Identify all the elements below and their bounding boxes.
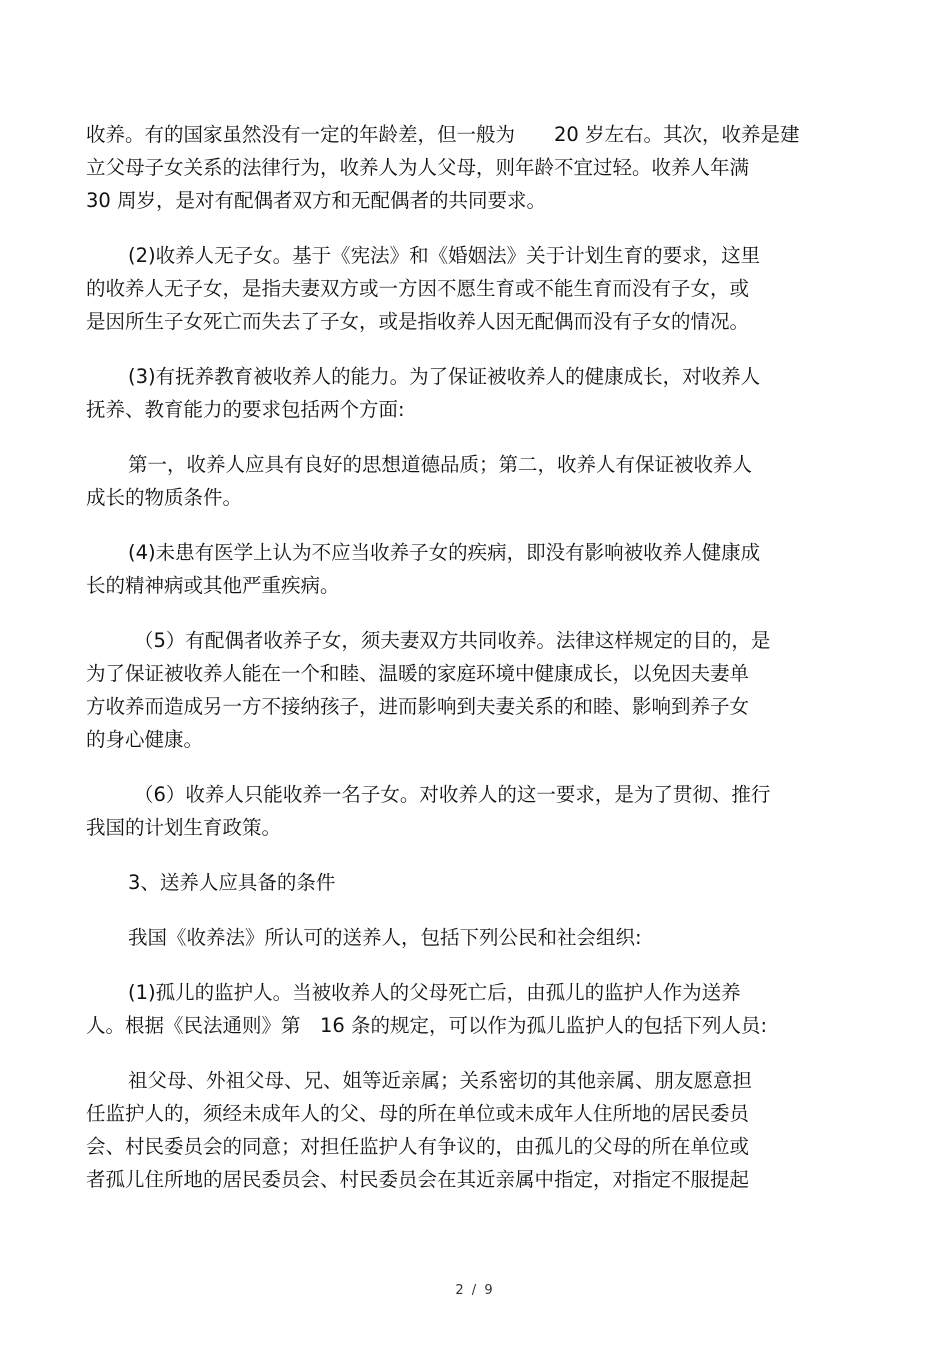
paragraph-guardian (86, 976, 846, 1042)
text-line: 我国的计划生育政策。 (86, 816, 282, 839)
paragraph-no-disease (86, 536, 846, 602)
paragraph-one-child (86, 778, 846, 844)
text-line: 任监护人的，须经未成年人的父、母的所在单位或未成年人住所地的居民委员 (86, 1102, 750, 1125)
paragraph-guardian-list (86, 1064, 846, 1196)
text-line: 的收养人无子女，是指夫妻双方或一方因不愿生育或不能生育而没有子女，或 (86, 277, 750, 300)
text-line: 者孤儿住所地的居民委员会、村民委员会在其近亲属中指定，对指定不服提起 (86, 1168, 750, 1191)
text-line: （6）收养人只能收养一名子女。对收养人的这一要求，是为了贯彻、推行 (134, 783, 771, 806)
text-line: 3、送养人应具备的条件 (128, 871, 336, 894)
text-line: (4)未患有医学上认为不应当收养子女的疾病，即没有影响被收养人健康成 (128, 541, 761, 564)
text-line: (3)有抚养教育被收养人的能力。为了保证被收养人的健康成长，对收养人 (128, 365, 761, 388)
text-line: 祖父母、外祖父母、兄、姐等近亲属；关系密切的其他亲属、朋友愿意担 (128, 1069, 753, 1092)
text-line: 第一，收养人应具有良好的思想道德品质；第二，收养人有保证被收养人 (128, 453, 753, 476)
text-line: 长的精神病或其他严重疾病。 (86, 574, 340, 597)
text-line: 人。根据《民法通则》第 16 条的规定，可以作为孤儿监护人的包括下列人员: (86, 1014, 768, 1037)
page-number: 2 / 9 (455, 1283, 495, 1298)
text-line: 会、村民委员会的同意；对担任监护人有争议的，由孤儿的父母的所在单位或 (86, 1135, 750, 1158)
paragraph-joint-adoption (86, 624, 846, 756)
text-line: (1)孤儿的监护人。当被收养人的父母死亡后，由孤儿的监护人作为送养 (128, 981, 741, 1004)
text-line: 是因所生子女死亡而失去了子女，或是指收养人因无配偶而没有子女的情况。 (86, 310, 750, 333)
text-line: 成长的物质条件。 (86, 486, 243, 509)
paragraph-two-aspects (86, 448, 846, 514)
text-line: 方收养而造成另一方不接纳孩子，进而影响到夫妻关系的和睦、影响到养子女 (86, 695, 750, 718)
text-line: 抚养、教育能力的要求包括两个方面: (86, 398, 405, 421)
text-line: 我国《收养法》所认可的送养人，包括下列公民和社会组织: (128, 926, 642, 949)
section-heading (86, 866, 846, 899)
text-line: 立父母子女关系的法律行为，收养人为人父母，则年龄不宜过轻。收养人年满 (86, 156, 750, 179)
paragraph-ability (86, 360, 846, 426)
text-line: 30 周岁，是对有配偶者双方和无配偶者的共同要求。 (86, 189, 547, 212)
text-line: （5）有配偶者收养子女，须夫妻双方共同收养。法律这样规定的目的，是 (134, 629, 771, 652)
text-line: 为了保证被收养人能在一个和睦、温暖的家庭环境中健康成长，以免因夫妻单 (86, 662, 750, 685)
text-line: 收养。有的国家虽然没有一定的年龄差，但一般为 20 岁左右。其次，收养是建 (86, 123, 800, 146)
text-line: (2)收养人无子女。基于《宪法》和《婚姻法》关于计划生育的要求，这里 (128, 244, 761, 267)
paragraph-placers-intro (86, 921, 846, 954)
paragraph-age-requirement (86, 118, 846, 217)
text-line: 的身心健康。 (86, 728, 204, 751)
paragraph-no-children (86, 239, 846, 338)
document-body (86, 118, 846, 1218)
